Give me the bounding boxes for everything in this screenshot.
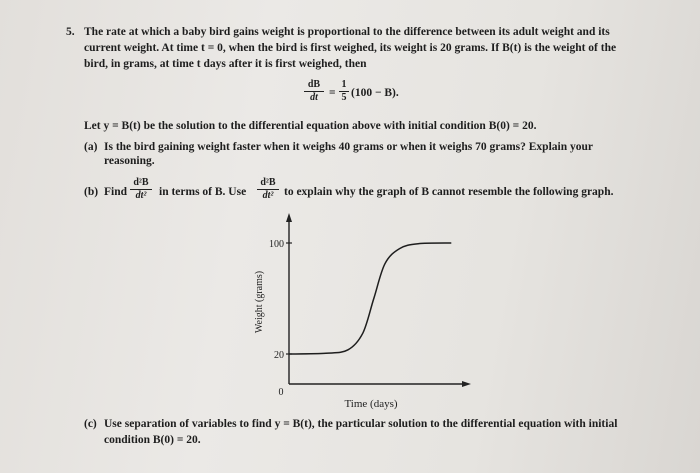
equation-coefficient-numerator: 1: [341, 79, 347, 90]
part-a-label: (a): [84, 141, 98, 153]
part-c-label: (c): [84, 418, 97, 430]
equation-lhs-denominator: dt: [310, 92, 318, 103]
second-derivative-denominator: dt²: [135, 190, 147, 201]
x-axis-arrow: [462, 381, 471, 387]
part-b-tail-text: to explain why the graph of B cannot resemble the following graph.: [284, 186, 614, 198]
equation-coefficient-denominator: 5: [341, 92, 347, 103]
problem-intro-line-1: The rate at which a baby bird gains weight is proportional to the difference between its adult weight and its: [84, 26, 610, 38]
part-a-line-2: reasoning.: [104, 155, 155, 167]
problem-intro-line-2: current weight. At time t = 0, when the bird is first weighed, its weight is 20 grams. If B(t) is the weight of the: [84, 42, 617, 54]
y-tick-label-100: 100: [269, 239, 284, 250]
x-axis-label: Time (days): [344, 398, 398, 410]
y-axis-arrow: [286, 213, 292, 222]
second-derivative-numerator: d²B: [133, 177, 149, 188]
equation-equals: =: [329, 87, 336, 99]
second-derivative-denominator: dt²: [262, 190, 274, 201]
y-axis-label: Weight (grams): [254, 270, 265, 334]
origin-label: 0: [278, 387, 284, 398]
part-b-find: Find: [104, 186, 128, 198]
y-tick-label-20: 20: [274, 350, 284, 361]
part-c-line-1: Use separation of variables to find y = B(t), the particular solution to the differential equation with initial: [104, 418, 618, 430]
part-b-label: (b): [84, 186, 99, 198]
part-c-line-2: condition B(0) = 20.: [104, 434, 201, 446]
equation-lhs-numerator: dB: [307, 79, 321, 90]
problem-let-line: Let y = B(t) be the solution to the differential equation above with initial condition B(0) = 20.: [84, 120, 537, 132]
part-a-line-1: Is the bird gaining weight faster when it weighs 40 grams or when it weighs 70 grams? Explain your: [104, 141, 593, 153]
problem-number: 5.: [66, 26, 75, 38]
equation-rhs: (100 − B).: [351, 87, 399, 99]
part-b-middle-text: in terms of B. Use: [159, 186, 247, 198]
second-derivative-numerator: d²B: [260, 177, 276, 188]
weight-curve: [289, 243, 451, 354]
problem-intro-line-3: bird, in grams, at time t days after it is first weighed, then: [84, 58, 367, 70]
